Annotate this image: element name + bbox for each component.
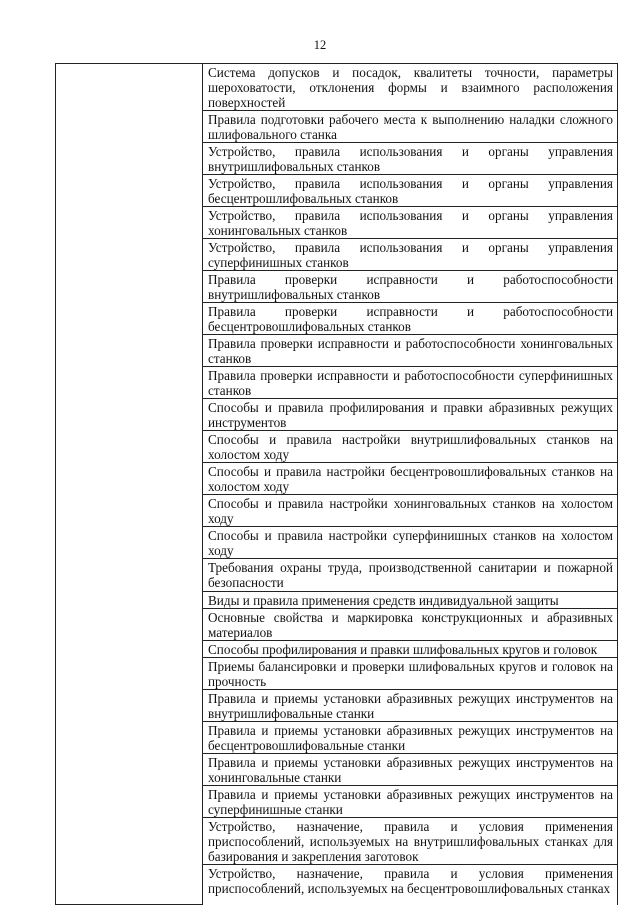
table-cell [203, 818, 618, 865]
table-cell [203, 335, 618, 367]
row-text: Устройство, правила использования и органы управления внутришлифовальных станков [208, 144, 613, 174]
table-cell [203, 559, 618, 592]
row-text: Правила проверки исправности и работоспособности суперфинишных станков [208, 368, 613, 398]
row-text: Правила и приемы установки абразивных режущих инструментов на суперфинишные станки [208, 787, 613, 817]
row-text: Правила проверки исправности и работоспособности хонинговальных станков [208, 336, 613, 366]
table-cell [203, 495, 618, 527]
table-cell [203, 592, 618, 609]
row-text: Правила и приемы установки абразивных режущих инструментов на внутришлифовальные станки [208, 691, 613, 721]
row-text: Правила и приемы установки абразивных режущих инструментов на бесцентровошлифовальные станки [208, 723, 613, 753]
table-cell [203, 865, 618, 905]
table-cell [203, 527, 618, 559]
row-text: Приемы балансировки и проверки шлифовальных кругов и головок на прочность [208, 659, 613, 689]
table-cell [203, 64, 618, 111]
table-cell [203, 786, 618, 818]
row-text: Правила и приемы установки абразивных режущих инструментов на хонинговальные станки [208, 755, 613, 785]
row-text: Устройство, правила использования и органы управления хонинговальных станков [208, 208, 613, 238]
row-text: Способы и правила настройки бесцентровошлифовальных станков на холостом ходу [208, 464, 613, 494]
table-cell [203, 690, 618, 722]
table-cell [203, 658, 618, 690]
page-number: 12 [313, 38, 327, 52]
row-text: Правила проверки исправности и работоспособности бесцентровошлифовальных станков [208, 304, 613, 334]
table-cell [203, 609, 618, 641]
row-text: Основные свойства и маркировка конструкционных и абразивных материалов [208, 610, 613, 640]
table-cell [203, 207, 618, 239]
table-cell [203, 271, 618, 303]
row-text: Устройство, правила использования и органы управления суперфинишных станков [208, 240, 613, 270]
row-text: Устройство, назначение, правила и условия применения приспособлений, используемых на внутришлифовальных станках для базирования и закрепления заготовок [208, 819, 613, 864]
row-text: Устройство, назначение, правила и условия применения приспособлений, используемых на бесцентровошлифовальных станках [208, 866, 613, 896]
row-text: Способы и правила профилирования и правки абразивных режущих инструментов [208, 400, 613, 430]
table-cell [203, 431, 618, 463]
left-column-cell [56, 64, 203, 905]
row-text: Система допусков и посадок, квалитеты точности, параметры шероховатости, отклонения формы и взаимного расположения поверхностей [208, 65, 613, 110]
row-text: Способы и правила настройки суперфинишных станков на холостом ходу [208, 528, 613, 558]
table-cell [203, 754, 618, 786]
table-cell [203, 175, 618, 207]
table-cell [203, 367, 618, 399]
row-text: Способы и правила настройки хонинговальных станков на холостом ходу [208, 496, 613, 526]
table-row [56, 64, 618, 111]
table-cell [203, 641, 618, 658]
table-cell [203, 463, 618, 495]
row-text: Правила подготовки рабочего места к выполнению наладки сложного шлифовального станка [208, 112, 613, 142]
table-cell [203, 399, 618, 431]
row-text: Способы и правила настройки внутришлифовальных станков на холостом ходу [208, 432, 613, 462]
row-text: Требования охраны труда, производственной санитарии и пожарной безопасности [208, 560, 613, 590]
row-text: Устройство, правила использования и органы управления бесцентрошлифовальных станков [208, 176, 613, 206]
table-cell [203, 143, 618, 175]
row-text: Способы профилирования и правки шлифовальных кругов и головок [208, 642, 598, 657]
row-text: Виды и правила применения средств индивидуальной защиты [208, 593, 559, 608]
table-cell [203, 239, 618, 271]
table-cell [203, 722, 618, 754]
knowledge-table [55, 63, 618, 905]
table-cell [203, 303, 618, 335]
row-text: Правила проверки исправности и работоспособности внутришлифовальных станков [208, 272, 613, 302]
table-cell [203, 111, 618, 143]
